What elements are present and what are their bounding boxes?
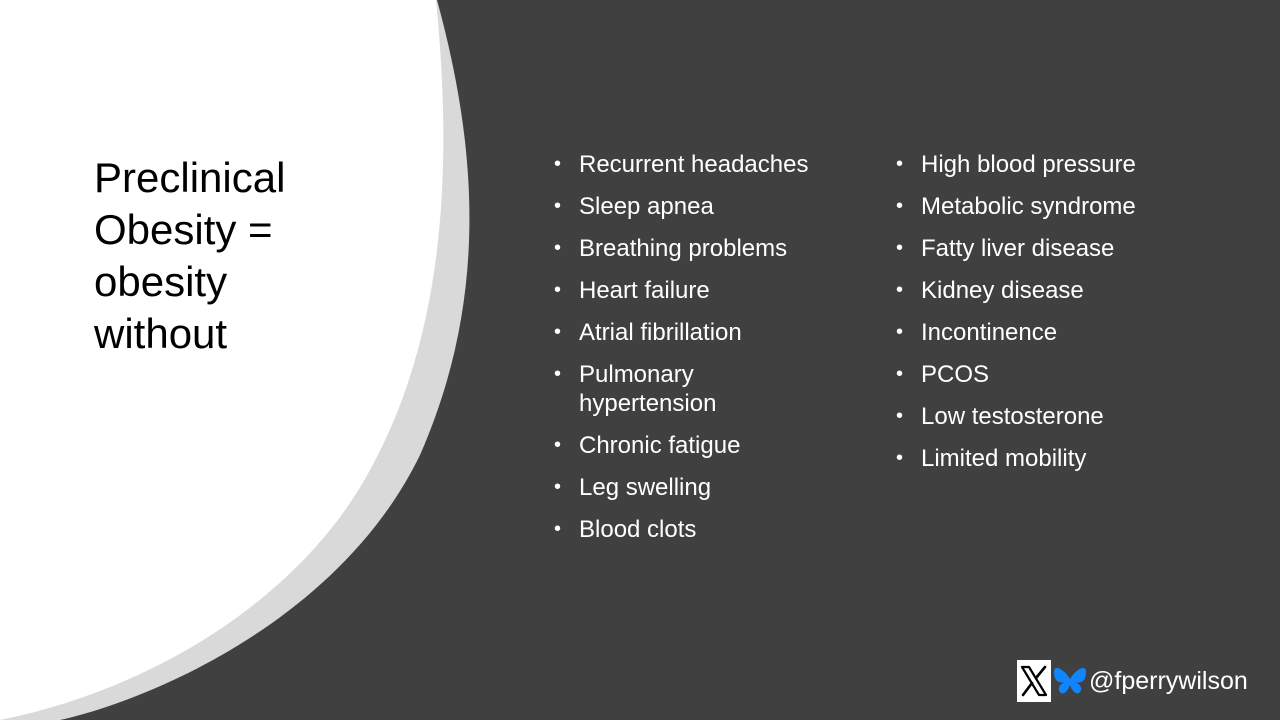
bullet-icon: • bbox=[896, 321, 904, 343]
list-item-text: Incontinence bbox=[921, 319, 1058, 346]
list-item-text: Recurrent headaches bbox=[579, 151, 809, 178]
list-item-text: Breathing problems bbox=[579, 235, 788, 262]
list-item bbox=[552, 515, 862, 544]
list-item bbox=[552, 150, 862, 179]
bullet-icon: • bbox=[554, 434, 562, 456]
bullet-list-right bbox=[894, 150, 1194, 486]
social-handle bbox=[1017, 660, 1248, 702]
list-item bbox=[552, 431, 862, 460]
bullet-icon: • bbox=[554, 153, 562, 175]
list-item bbox=[894, 192, 1194, 221]
list-item bbox=[894, 276, 1194, 305]
bluesky-butterfly-icon bbox=[1052, 660, 1088, 702]
list-item-text: Low testosterone bbox=[921, 403, 1104, 430]
list-item-text: Sleep apnea bbox=[579, 193, 714, 220]
list-item-text: Fatty liver disease bbox=[921, 235, 1115, 262]
list-item-text: Blood clots bbox=[579, 516, 697, 543]
list-item bbox=[894, 402, 1194, 431]
bullet-icon: • bbox=[554, 518, 562, 540]
bullet-icon: • bbox=[554, 476, 562, 498]
x-logo-glyph bbox=[1019, 664, 1049, 698]
bullet-icon: • bbox=[554, 237, 562, 259]
bullet-icon: • bbox=[554, 321, 562, 343]
list-item bbox=[894, 360, 1194, 389]
bullet-icon: • bbox=[896, 237, 904, 259]
list-item bbox=[894, 150, 1194, 179]
bluesky-butterfly-glyph bbox=[1053, 666, 1087, 696]
list-item bbox=[552, 360, 769, 418]
list-item-text: Atrial fibrillation bbox=[579, 319, 742, 346]
list-item-text: Chronic fatigue bbox=[579, 432, 741, 459]
list-item-text: Kidney disease bbox=[921, 277, 1084, 304]
list-item-text: Heart failure bbox=[579, 277, 710, 304]
bullet-icon: • bbox=[896, 195, 904, 217]
bullet-icon: • bbox=[896, 405, 904, 427]
list-item-text: Leg swelling bbox=[579, 474, 712, 501]
bullet-icon: • bbox=[896, 447, 904, 469]
list-item bbox=[552, 276, 862, 305]
bullet-list-left bbox=[552, 150, 862, 557]
slide-title: Preclinical Obesity = obesity without bbox=[94, 154, 286, 357]
bullet-icon: • bbox=[554, 195, 562, 217]
bullet-icon: • bbox=[896, 279, 904, 301]
twitter-handle: @fperrywilson bbox=[1089, 667, 1248, 695]
list-item-text: PCOS bbox=[921, 361, 990, 388]
list-item bbox=[552, 318, 862, 347]
list-item bbox=[894, 318, 1194, 347]
bullet-icon: • bbox=[896, 363, 904, 385]
list-item bbox=[552, 192, 862, 221]
list-item bbox=[894, 234, 1194, 263]
list-item bbox=[552, 234, 862, 263]
bullet-icon: • bbox=[554, 279, 562, 301]
list-item-text: Metabolic syndrome bbox=[921, 193, 1136, 220]
bullet-icon: • bbox=[896, 153, 904, 175]
list-item-text: Pulmonary hypertension bbox=[579, 361, 717, 417]
x-logo-icon bbox=[1017, 660, 1051, 702]
list-item-text: Limited mobility bbox=[921, 445, 1087, 472]
list-item-text: High blood pressure bbox=[921, 151, 1136, 178]
list-item bbox=[552, 473, 862, 502]
list-item bbox=[894, 444, 1194, 473]
bullet-icon: • bbox=[554, 363, 562, 385]
